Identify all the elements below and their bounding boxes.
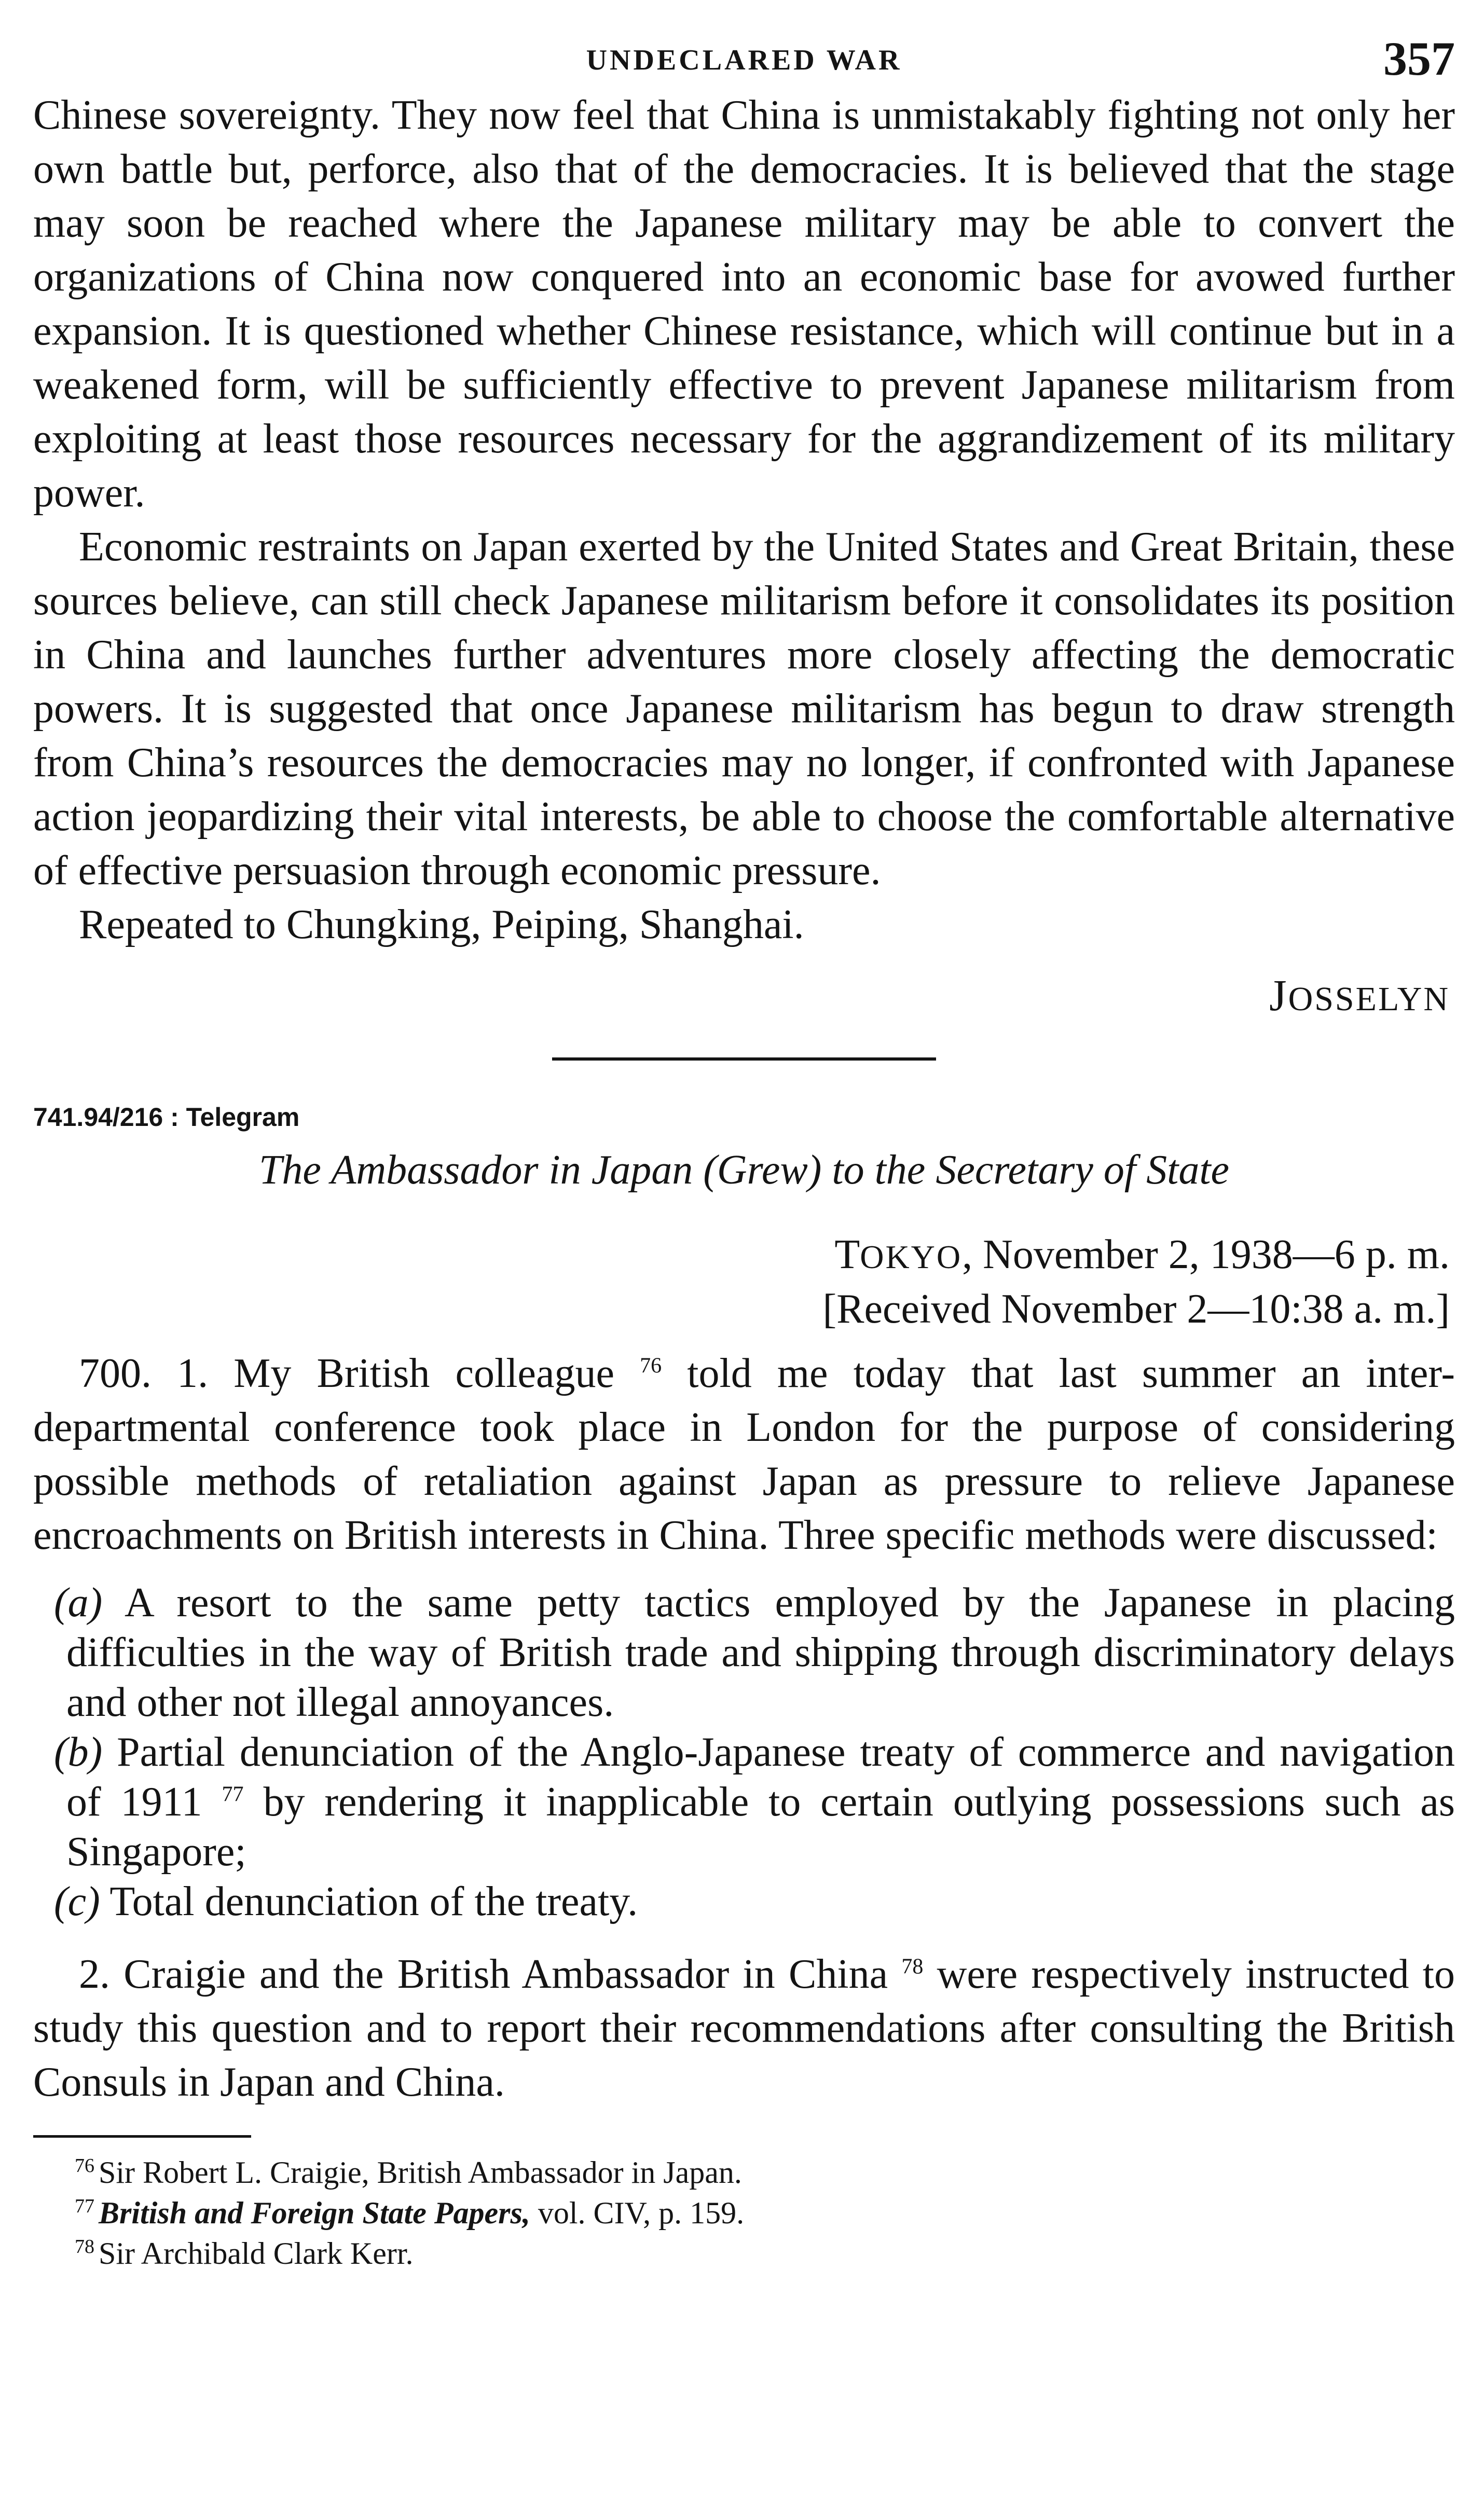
footnote-ref-76: 76: [640, 1354, 662, 1378]
dateline: [33, 1229, 1455, 1283]
dateline-date: , November 2, 1938—6 p. m.: [962, 1232, 1450, 1277]
list-item-c: [33, 1877, 1455, 1927]
item-b-before-note: Partial denunciation of the Anglo-Japanese treaty of commerce and navigation of 1911: [66, 1729, 1455, 1825]
file-number: 741.94/216 : Telegram: [33, 1103, 300, 1132]
item-a-text: A resort to the same petty tactics employed by the Japanese in placing difficulties in the way of British trade and shipping through discriminatory delays and other not illegal annoyances.: [66, 1580, 1455, 1725]
p2-after-note: were respectively instructed to study this question and to report their recommendations after consulting the British Consuls in Japan and China.: [33, 1951, 1455, 2105]
paragraph-repeated-to: Repeated to Chungking, Peiping, Shanghai.: [79, 902, 804, 947]
footnote-77: [33, 2193, 1455, 2233]
signature-rest: OSSELYN: [1288, 980, 1450, 1018]
footnote-ref-78: 78: [901, 1955, 924, 1979]
footnote-title-77: British and Foreign State Papers,: [99, 2196, 530, 2230]
item-b-label: (b): [54, 1729, 103, 1775]
item-c-text: Total denunciation of the treaty.: [109, 1879, 638, 1924]
dateline-city-initial: T: [834, 1232, 860, 1277]
footnote-mark-78: 78: [75, 2236, 94, 2258]
footnote-76: [33, 2152, 1455, 2193]
footnote-mark-76: 76: [75, 2155, 94, 2177]
footnote-text-76: Sir Robert L. Craigie, British Ambassador in Japan.: [99, 2155, 742, 2190]
section-divider: [552, 1057, 936, 1061]
item-a-label: (a): [54, 1580, 103, 1626]
methods-list: [33, 1578, 1455, 1927]
document-page: [33, 31, 1455, 2274]
p2-before-note: 2. Craigie and the British Ambassador in China: [79, 1951, 888, 1997]
signature-initial: J: [1269, 970, 1288, 1020]
list-item-a: [33, 1578, 1455, 1727]
footnote-78: [33, 2233, 1455, 2274]
paragraph-700-1: [33, 1346, 1455, 1562]
dateline-city-rest: OKYO: [860, 1239, 963, 1275]
received-line: [Received November 2—10:38 a. m.]: [822, 1286, 1450, 1332]
footnote-text-77: vol. CIV, p. 159.: [530, 2196, 745, 2230]
footnote-text-78: Sir Archibald Clark Kerr.: [99, 2236, 414, 2271]
item-b-after-note: by rendering it inapplicable to certain outlying possessions such as Singapore;: [66, 1779, 1455, 1875]
paragraph-2: [33, 1947, 1455, 2109]
paragraph-economic-restraints: Economic restraints on Japan exerted by the United States and Great Britain, these sources believe, can still check Japanese militarism before it consolidates its position in China and launches further adventures more closely affecting the democratic powers. It is suggested that once Japanese militarism has begun to draw strength from China’s resources the democracies may no longer, if confronted with Japanese action jeopardizing their vital interests, be able to choose the comfortable alternative of effective persuasion through economic pressure.: [33, 524, 1455, 893]
page-number: 357: [1383, 32, 1455, 85]
signature-josselyn: [33, 969, 1455, 1021]
paragraph-continued: Chinese sovereignty. They now feel that China is unmistakably fighting not only her own battle but, perforce, also that of the democracies. It is believed that the stage may soon be reached where the Japanese military may be able to convert the organizations of China now conquered into an economic base for avowed further expansion. It is questioned whether Chinese resistance, which will continue but in a weakened form, will be sufficiently effective to prevent Japanese militarism from exploiting at least those resources necessary for the aggrandizement of its military power.: [33, 92, 1455, 516]
footnote-mark-77: 77: [75, 2195, 94, 2217]
footnote-ref-77: 77: [222, 1782, 244, 1807]
p1-before-note: 700. 1. My British colleague: [79, 1351, 614, 1396]
running-head: [33, 31, 1455, 88]
footnote-divider: [33, 2135, 251, 2138]
document-title: The Ambassador in Japan (Grew) to the Secretary of State: [258, 1147, 1230, 1193]
p1-after-note: told me today that last summer an inter-departmental conference took place in London for the purpose of considering possible methods of retaliation against Japan as pressure to relieve Japanese encroachments on British interests in China. Three specific methods were discussed:: [33, 1351, 1455, 1558]
item-c-label: (c): [54, 1879, 100, 1924]
list-item-b: [33, 1727, 1455, 1877]
running-title: UNDECLARED WAR: [586, 44, 902, 76]
